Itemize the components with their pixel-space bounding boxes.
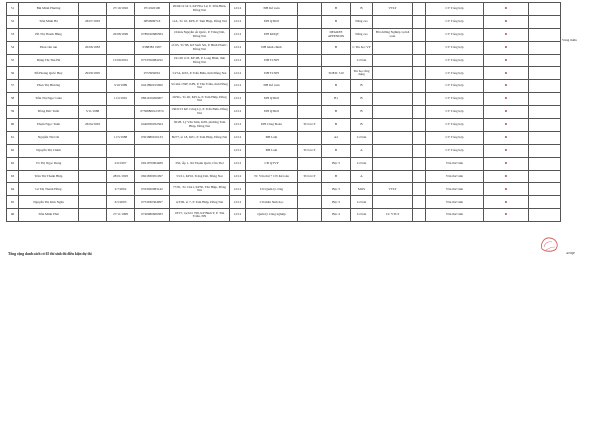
- row-note-vung-mien: Vùng miền: [562, 38, 577, 42]
- current-job-cell: [413, 183, 426, 196]
- row-number-cell: 62: [7, 157, 19, 170]
- row-number-cell: 58: [7, 93, 19, 106]
- id-number-cell: 0740980606383: [135, 209, 170, 222]
- foreign-language-cell: B: [322, 41, 351, 54]
- degree-cell: ĐH TCNH: [246, 54, 298, 67]
- candidate-name-cell: Trần Minh Phát: [19, 209, 79, 222]
- row-number-cell: 62: [7, 144, 19, 157]
- note-cell: [529, 54, 561, 67]
- table-row: [7, 183, 561, 196]
- id-number-cell: 0421890015960: [135, 80, 170, 93]
- foreign-language-cell: B: [322, 170, 351, 183]
- it-skill-cell: Cơ bản: [351, 196, 373, 209]
- eligibility-mark-cell: D: [484, 67, 529, 80]
- candidate-name-cell: Đặng Thị Thu Hà: [19, 54, 79, 67]
- table-row: [7, 93, 561, 106]
- birth-date-female-cell: 27/11/1998: [107, 209, 135, 222]
- eligibility-mark-cell: D: [484, 80, 529, 93]
- political-theory-cell: [298, 15, 322, 28]
- political-theory-cell: [298, 183, 322, 196]
- other-certificate-cell: [373, 131, 413, 144]
- address-cell: Số nhà 139F, KP9, P. Tân Triều, tỉnh Đồng Nai: [170, 80, 230, 93]
- applied-position-cell: Văn thư viên: [426, 196, 484, 209]
- applied-position-cell: CV Tổng hợp: [426, 131, 484, 144]
- table-row: [7, 144, 561, 157]
- degree-cell: CĐ QTVP: [246, 157, 298, 170]
- row-note-anqp: ANQP: [566, 251, 575, 255]
- degree-cell: ĐH Luật: [246, 131, 298, 144]
- row-number-cell: 51: [7, 3, 19, 16]
- candidate-table: [6, 2, 561, 222]
- degree-cell: CN Quản lý công: [246, 183, 298, 196]
- candidate-name-cell: Nguyễn Thị Kim Ngân: [19, 196, 79, 209]
- address-cell: 77/81, Tổ 13A1, KP30, Tân Hiệp, Đồng Nai: [170, 183, 230, 196]
- general-education-cell: 12/12: [230, 41, 246, 54]
- address-cell: 53/21, KP16, Trảng Dài, Đồng Nai: [170, 170, 230, 183]
- birth-date-female-cell: 6/5/2003: [107, 196, 135, 209]
- degree-cell: ĐH Kế toán: [246, 80, 298, 93]
- general-education-cell: 12/12: [230, 144, 246, 157]
- table-row: [7, 119, 561, 132]
- id-number-cell: 0301880010133: [135, 131, 170, 144]
- other-certificate-cell: Bồi dưỡng Nghiệp vụ Kế toán: [373, 28, 413, 41]
- applied-position-cell: CV Tổng hợp: [426, 144, 484, 157]
- birth-date-male-cell: [79, 93, 107, 106]
- eligibility-mark-cell: D: [484, 131, 529, 144]
- political-theory-cell: [298, 28, 322, 41]
- eligibility-mark-cell: D: [484, 144, 529, 157]
- note-cell: [529, 183, 561, 196]
- row-number-cell: 66: [7, 209, 19, 222]
- note-cell: [529, 144, 561, 157]
- birth-date-female-cell: [107, 144, 135, 157]
- it-skill-cell: Cơ bản: [351, 54, 373, 67]
- birth-date-male-cell: [79, 144, 107, 157]
- row-number-cell: 63: [7, 170, 19, 183]
- it-skill-cell: Cơ bản: [351, 157, 373, 170]
- note-cell: [529, 80, 561, 93]
- it-skill-cell: Cơ bản: [351, 131, 373, 144]
- foreign-language-cell: Bậc 3: [322, 196, 351, 209]
- it-skill-cell: Nâng cao: [351, 28, 373, 41]
- candidate-name-cell: Nguyễn Thị Chi: [19, 131, 79, 144]
- birth-date-female-cell: [107, 67, 135, 80]
- political-theory-cell: TCLLCT: [298, 119, 322, 132]
- candidate-name-cell: Phan văn run: [19, 41, 79, 54]
- birth-date-male-cell: 29/09/1995: [79, 67, 107, 80]
- row-number-cell: 64: [7, 183, 19, 196]
- it-skill-cell: B: [351, 3, 373, 16]
- applied-position-cell: CV Tổng hợp: [426, 54, 484, 67]
- it-skill-cell: Nâng cao: [351, 15, 373, 28]
- applied-position-cell: CV Tổng hợp: [426, 3, 484, 16]
- birth-date-female-cell: 3/10/1989: [107, 80, 135, 93]
- address-cell: 350, Ấp 1, Xã Thạnh Quới, Cần Thơ: [170, 157, 230, 170]
- degree-cell: ĐH Kế toán: [246, 3, 298, 16]
- general-education-cell: 12/12: [230, 157, 246, 170]
- political-theory-cell: [298, 131, 322, 144]
- foreign-language-cell: B: [322, 144, 351, 157]
- birth-date-male-cell: 26/04/1993: [79, 119, 107, 132]
- birth-date-female-cell: 2/7/2002: [107, 183, 135, 196]
- row-number-cell: 56: [7, 67, 19, 80]
- degree-cell: ĐH TCNH: [246, 67, 298, 80]
- other-certificate-cell: VTLT: [373, 3, 413, 16]
- degree-cell: TC Văn thư + CN Kế toán: [246, 170, 298, 183]
- current-job-cell: [413, 209, 426, 222]
- eligibility-mark-cell: D: [484, 157, 529, 170]
- birth-date-female-cell: [107, 119, 135, 132]
- table-row: [7, 67, 561, 80]
- id-number-cell: 07568800123374: [135, 106, 170, 119]
- address-cell: 26/64/12 xã 3, KP Hòa Lư, P. Trần Biên, Đồng Nai: [170, 3, 230, 16]
- it-skill-cell: B: [351, 119, 373, 132]
- id-number-cell: 0861919200907: [135, 93, 170, 106]
- eligibility-mark-cell: D: [484, 170, 529, 183]
- other-certificate-cell: [373, 15, 413, 28]
- eligibility-mark-cell: D: [484, 106, 529, 119]
- id-number-cell: 0333020083142: [135, 183, 170, 196]
- note-cell: [529, 196, 561, 209]
- political-theory-cell: [298, 3, 322, 16]
- political-theory-cell: [298, 209, 322, 222]
- table-row: [7, 80, 561, 93]
- birth-date-male-cell: [79, 196, 107, 209]
- table-row: [7, 157, 561, 170]
- row-number-cell: 53: [7, 28, 19, 41]
- political-theory-cell: TCLLCT: [298, 144, 322, 157]
- eligibility-mark-cell: D: [484, 196, 529, 209]
- it-skill-cell: A: [351, 144, 373, 157]
- foreign-language-cell: TOEIC 510: [322, 67, 351, 80]
- note-cell: [529, 67, 561, 80]
- current-job-cell: [413, 119, 426, 132]
- candidate-name-cell: Võ Thị Ngọc Dung: [19, 157, 79, 170]
- it-skill-cell: B: [351, 106, 373, 119]
- candidate-list-sheet: [6, 2, 560, 222]
- birth-date-male-cell: [79, 183, 107, 196]
- general-education-cell: 12/12: [230, 93, 246, 106]
- foreign-language-cell: DEGREE APPENDIX: [322, 28, 351, 41]
- birth-date-female-cell: [107, 41, 135, 54]
- address-cell: 1044A Nguyễn Ái Quốc, P. Trảng Dài, Đồng Nai: [170, 28, 230, 41]
- birth-date-male-cell: [79, 28, 107, 41]
- candidate-name-cell: Lê Thị Thanh Hồng: [19, 183, 79, 196]
- political-theory-cell: [298, 80, 322, 93]
- other-certificate-cell: [373, 67, 413, 80]
- address-cell: 20/9G, Tổ 20, KP1A, P. Tam Hiệp, Đồng Nai: [170, 93, 230, 106]
- id-number-cell: 0753030304997: [135, 196, 170, 209]
- id-number-cell: 0711920100: [135, 3, 170, 16]
- address-cell: 19/120 tổ 8, KP 2B, P. Long Bình, tỉnh Đồng Nai: [170, 54, 230, 67]
- foreign-language-cell: B: [322, 119, 351, 132]
- degree-cell: ĐH hành chính: [246, 41, 298, 54]
- other-certificate-cell: [373, 106, 413, 119]
- degree-cell: ĐH Luật: [246, 144, 298, 157]
- general-education-cell: 12/12: [230, 67, 246, 80]
- degree-cell: Quản lý Công nghiệp: [246, 209, 298, 222]
- eligibility-mark-cell: D: [484, 183, 529, 196]
- table-row: [7, 106, 561, 119]
- other-certificate-cell: [373, 119, 413, 132]
- list-summary: Tổng cộng danh sách có 65 thí sinh đủ điều kiện dự thi: [8, 252, 92, 256]
- row-number-cell: 60: [7, 119, 19, 132]
- birth-date-male-cell: [79, 170, 107, 183]
- note-cell: [529, 93, 561, 106]
- table-row: [7, 41, 561, 54]
- foreign-language-cell: Bậc 4: [322, 209, 351, 222]
- birth-date-male-cell: [79, 80, 107, 93]
- applied-position-cell: CV Tổng hợp: [426, 41, 484, 54]
- applied-position-cell: CV Tổng hợp: [426, 15, 484, 28]
- current-job-cell: [413, 106, 426, 119]
- note-cell: [529, 106, 561, 119]
- other-certificate-cell: [373, 170, 413, 183]
- foreign-language-cell: A2: [322, 131, 351, 144]
- foreign-language-cell: B: [322, 15, 351, 28]
- general-education-cell: 12/12: [230, 183, 246, 196]
- candidate-name-cell: Trần Thị Ngọc Giàu: [19, 93, 79, 106]
- note-cell: [529, 15, 561, 28]
- current-job-cell: [413, 196, 426, 209]
- note-cell: [529, 28, 561, 41]
- table-row: [7, 3, 561, 16]
- birth-date-female-cell: [107, 15, 135, 28]
- political-theory-cell: [298, 41, 322, 54]
- general-education-cell: 12/12: [230, 3, 246, 16]
- foreign-language-cell: Bậc 3: [322, 183, 351, 196]
- other-certificate-cell: [373, 157, 413, 170]
- political-theory-cell: [298, 54, 322, 67]
- birth-date-female-cell: 20/08/1999: [107, 28, 135, 41]
- eligibility-mark-cell: D: [484, 15, 529, 28]
- degree-cell: ĐH Công Đoàn: [246, 119, 298, 132]
- current-job-cell: [413, 144, 426, 157]
- applied-position-cell: CV Tổng hợp: [426, 119, 484, 132]
- applied-position-cell: Văn thư viên: [426, 170, 484, 183]
- it-skill-cell: B: [351, 93, 373, 106]
- current-job-cell: [413, 131, 426, 144]
- applied-position-cell: Văn thư viên: [426, 157, 484, 170]
- address-cell: [170, 144, 230, 157]
- it-skill-cell: A: [351, 170, 373, 183]
- eligibility-mark-cell: D: [484, 3, 529, 16]
- foreign-language-cell: B: [322, 80, 351, 93]
- general-education-cell: 12/12: [230, 196, 246, 209]
- birth-date-female-cell: 15/09/2001: [107, 54, 135, 67]
- address-cell: 11A, Tổ 16, KP6, P. Tam Hiệp, Đồng Nai: [170, 15, 230, 28]
- birth-date-male-cell: [79, 209, 107, 222]
- birth-date-female-cell: [107, 106, 135, 119]
- it-skill-cell: MOS: [351, 183, 373, 196]
- eligibility-mark-cell: D: [484, 93, 529, 106]
- birth-date-female-cell: 11/2/1991: [107, 93, 135, 106]
- candidate-name-cell: Nguyễn Thị Chinh: [19, 144, 79, 157]
- foreign-language-cell: Bậc 3: [322, 157, 351, 170]
- id-number-cell: 0789190680384: [135, 28, 170, 41]
- general-education-cell: 12/12: [230, 119, 246, 132]
- degree-cell: Cử nhân Sinh học: [246, 196, 298, 209]
- applied-position-cell: CV Tổng hợp: [426, 67, 484, 80]
- address-cell: 36/28, Lý Văn Sâm, KP6, phường Tam Hiệp, Đồng Nai: [170, 119, 230, 132]
- id-number-cell: 0388383 1987: [135, 41, 170, 54]
- note-cell: [529, 209, 561, 222]
- other-certificate-cell: CC VTLT: [373, 209, 413, 222]
- eligibility-mark-cell: D: [484, 54, 529, 67]
- table-row: [7, 196, 561, 209]
- it-skill-cell: C Tin học VP: [351, 41, 373, 54]
- current-job-cell: [413, 15, 426, 28]
- applied-position-cell: CV Tổng hợp: [426, 106, 484, 119]
- address-cell: 136/6/13 KP. Công Lý, P. Trấn Biên, Đồng Nai: [170, 106, 230, 119]
- eligibility-mark-cell: D: [484, 28, 529, 41]
- id-number-cell: 0601830051097: [135, 170, 170, 183]
- other-certificate-cell: [373, 93, 413, 106]
- political-theory-cell: [298, 67, 322, 80]
- current-job-cell: [413, 170, 426, 183]
- birth-date-male-cell: [79, 3, 107, 16]
- general-education-cell: 12/12: [230, 15, 246, 28]
- id-number-cell: 0859999716: [135, 15, 170, 28]
- eligibility-mark-cell: D: [484, 41, 529, 54]
- current-job-cell: [413, 80, 426, 93]
- it-skill-cell: Tin học ứng dụng: [351, 67, 373, 80]
- note-cell: [529, 41, 561, 54]
- birth-date-male-cell: 20/06/1983: [79, 41, 107, 54]
- foreign-language-cell: [322, 54, 351, 67]
- other-certificate-cell: [373, 54, 413, 67]
- id-number-cell: 0440930032364: [135, 119, 170, 132]
- general-education-cell: 12/12: [230, 28, 246, 41]
- birth-date-male-cell: [79, 157, 107, 170]
- current-job-cell: [413, 41, 426, 54]
- general-education-cell: 12/12: [230, 170, 246, 183]
- political-theory-cell: [298, 196, 322, 209]
- birth-date-female-cell: 2/6/1997: [107, 157, 135, 170]
- birth-date-male-cell: 26/07/1993: [79, 15, 107, 28]
- birth-date-female-cell: 11/5/1988: [107, 131, 135, 144]
- table-row: [7, 28, 561, 41]
- political-theory-cell: TCLLCT: [298, 170, 322, 183]
- address-cell: 4/33D, tổ 7, P. Tam Hiệp, Đồng Nai: [170, 196, 230, 209]
- candidate-name-cell: Phan Thị Phương: [19, 80, 79, 93]
- other-certificate-cell: [373, 80, 413, 93]
- birth-date-female-cell: 27/10/1992: [107, 3, 135, 16]
- it-skill-cell: Cơ bản: [351, 209, 373, 222]
- current-job-cell: [413, 3, 426, 16]
- current-job-cell: [413, 93, 426, 106]
- row-number-cell: 52: [7, 15, 19, 28]
- applied-position-cell: Văn thư viên: [426, 183, 484, 196]
- table-row: [7, 209, 561, 222]
- address-cell: C27A, KP2, P. Trấn Biên, tỉnh Đồng Nai: [170, 67, 230, 80]
- address-cell: 183/7, rạch lô 768, KP Bình Y, P. Tân Triều, ĐN: [170, 209, 230, 222]
- political-theory-cell: [298, 157, 322, 170]
- degree-cell: ĐH QTKD: [246, 93, 298, 106]
- note-cell: [529, 170, 561, 183]
- current-job-cell: [413, 54, 426, 67]
- note-cell: [529, 157, 561, 170]
- candidate-name-cell: Trần Thị Thanh Hiệp: [19, 170, 79, 183]
- other-certificate-cell: [373, 144, 413, 157]
- candidate-name-cell: Đỗ Hoàng Quốc Huy: [19, 67, 79, 80]
- row-number-cell: 65: [7, 196, 19, 209]
- general-education-cell: 12/12: [230, 80, 246, 93]
- general-education-cell: 12/12: [230, 209, 246, 222]
- row-number-cell: 59: [7, 106, 19, 119]
- red-seal-stamp-icon: [538, 235, 560, 253]
- candidate-name-cell: Bùi Minh Phương: [19, 3, 79, 16]
- applied-position-cell: Văn thư viên: [426, 209, 484, 222]
- row-number-cell: 61: [7, 131, 19, 144]
- candidate-name-cell: Đồng Đức Tuấn: [19, 106, 79, 119]
- applied-position-cell: CV Tổng hợp: [426, 93, 484, 106]
- political-theory-cell: [298, 106, 322, 119]
- current-job-cell: [413, 67, 426, 80]
- degree-cell: ĐH KDQT: [246, 28, 298, 41]
- it-skill-cell: B: [351, 80, 373, 93]
- id-number-cell: 0921970004489: [135, 157, 170, 170]
- applied-position-cell: CV Tổng hợp: [426, 28, 484, 41]
- note-cell: [529, 3, 561, 16]
- id-number-cell: 0753950061: [135, 67, 170, 80]
- birth-date-male-cell: 5/11/1988: [79, 106, 107, 119]
- table-row: [7, 15, 561, 28]
- degree-cell: ĐH QTKD: [246, 15, 298, 28]
- current-job-cell: [413, 28, 426, 41]
- candidate-name-cell: Trần Minh Hà: [19, 15, 79, 28]
- id-number-cell: 0753350084192: [135, 54, 170, 67]
- note-cell: [529, 119, 561, 132]
- general-education-cell: 12/12: [230, 131, 246, 144]
- general-education-cell: 12/12: [230, 106, 246, 119]
- table-row: [7, 170, 561, 183]
- table-row: [7, 54, 561, 67]
- current-job-cell: [413, 157, 426, 170]
- candidate-name-cell: Hồ Thị Thanh Hằng: [19, 28, 79, 41]
- address-cell: B277, tổ 18, KP1, P. Tam Hiệp, Đồng Nai: [170, 131, 230, 144]
- id-number-cell: [135, 144, 170, 157]
- eligibility-mark-cell: D: [484, 119, 529, 132]
- other-certificate-cell: [373, 196, 413, 209]
- foreign-language-cell: B: [322, 3, 351, 16]
- foreign-language-cell: B: [322, 106, 351, 119]
- row-number-cell: 54: [7, 41, 19, 54]
- candidate-name-cell: Phạm Ngọc Tuấn: [19, 119, 79, 132]
- address-cell: số 65, Tổ 5B, KP Suối Sỏi, P. Bình Phước, Đồng Nai: [170, 41, 230, 54]
- other-certificate-cell: VTLT: [373, 183, 413, 196]
- table-row: [7, 131, 561, 144]
- birth-date-male-cell: [79, 131, 107, 144]
- general-education-cell: 12/12: [230, 54, 246, 67]
- birth-date-female-cell: 28/01/1993: [107, 170, 135, 183]
- row-number-cell: 55: [7, 54, 19, 67]
- birth-date-male-cell: [79, 54, 107, 67]
- row-number-cell: 57: [7, 80, 19, 93]
- applied-position-cell: CV Tổng hợp: [426, 80, 484, 93]
- note-cell: [529, 131, 561, 144]
- other-certificate-cell: [373, 41, 413, 54]
- degree-cell: ĐH QTKD: [246, 106, 298, 119]
- eligibility-mark-cell: D: [484, 209, 529, 222]
- political-theory-cell: [298, 93, 322, 106]
- foreign-language-cell: B1: [322, 93, 351, 106]
